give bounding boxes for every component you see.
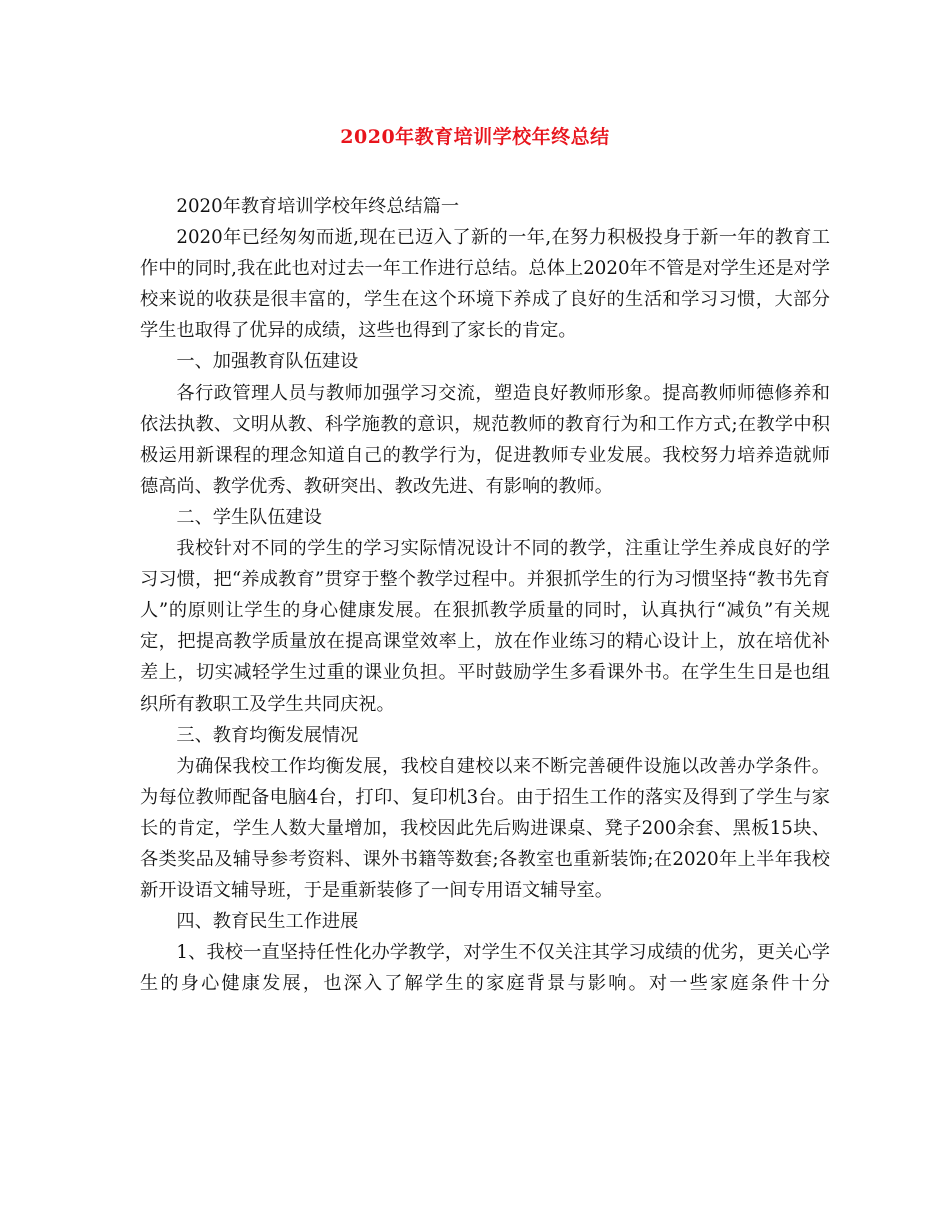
section-subtitle: 2020年教育培训学校年终总结篇一: [176, 196, 460, 217]
document-body: [140, 191, 830, 999]
section-paragraph-1: 各行政管理人员与教师加强学习交流，塑造良好教师形象。提高教师师德修养和依法执教、文明从教、科学施教的意识，规范教师的教育行为和工作方式;在教学中积极运用新课程的理念知道自己的教学行为，促进教师专业发展。我校努力培养造就师德高尚、教学优秀、教研突出、教改先进、有影响的教师。: [140, 382, 830, 497]
section-paragraph-3: 为确保我校工作均衡发展，我校自建校以来不断完善硬件设施以改善办学条件。为每位教师配备电脑4台，打印、复印机3台。由于招生工作的落实及得到了学生与家长的肯定，学生人数大量增加，我校因此先后购进课桌、凳子200余套、黑板15块、各类奖品及辅导参考资料、课外书籍等数套;各教室也重新装饰;在2020年上半年我校新开设语文辅导班，于是重新装修了一间专用语文辅导室。: [140, 755, 830, 902]
section-paragraph-4: 1、我校一直坚持任性化办学教学，对学生不仅关注其学习成绩的优劣，更关心学生的身心健康发展，也深入了解学生的家庭背景与影响。对一些家庭条件十分: [140, 942, 830, 995]
section-heading-3: 三、教育均衡发展情况: [176, 724, 359, 746]
section-heading-1: 一、加强教育队伍建设: [176, 351, 359, 373]
document-title: 2020年教育培训学校年终总结: [340, 126, 610, 148]
intro-paragraph: 2020年已经匆匆而逝,现在已迈入了新的一年,在努力积极投身于新一年的教育工作中的同时,我在此也对过去一年工作进行总结。总体上2020年不管是对学生还是对学校来说的收获是很丰富的，学生在这个环境下养成了良好的生活和学习习惯，大部分学生也取得了优异的成绩，这些也得到了家长的肯定。: [140, 227, 830, 342]
section-heading-4: 四、教育民生工作进展: [176, 911, 359, 933]
section-paragraph-2: 我校针对不同的学生的学习实际情况设计不同的教学，注重让学生养成良好的学习习惯，把“养成教育”贯穿于整个教学过程中。并狠抓学生的行为习惯坚持“教书先育人”的原则让学生的身心健康发展。在狠抓教学质量的同时，认真执行“减负”有关规定，把提高教学质量放在提高课堂效率上，放在作业练习的精心设计上，放在培优补差上，切实减轻学生过重的课业负担。平时鼓励学生多看课外书。在学生生日是也组织所有教职工及学生共同庆祝。: [140, 538, 830, 715]
section-heading-2: 二、学生队伍建设: [176, 506, 322, 528]
